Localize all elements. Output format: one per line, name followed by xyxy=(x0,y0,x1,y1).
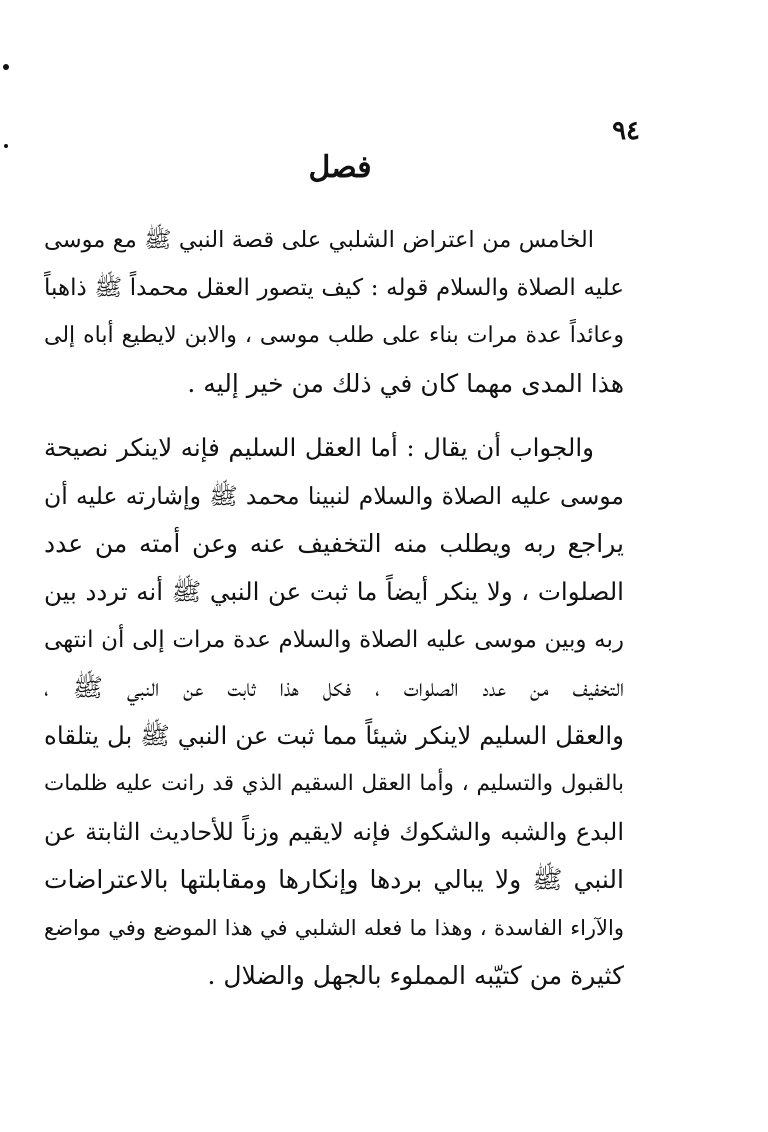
paragraph-gap xyxy=(44,408,624,424)
text-line: يراجع ربه ويطلب منه التخفيف عنه وعن أمته من عدد xyxy=(44,529,624,558)
page-number: ٩٤ xyxy=(612,116,640,146)
section-title: فصل xyxy=(308,150,372,185)
text-line: هذا المدى مهما كان في ذلك من خير إليه . xyxy=(187,369,624,398)
scan-speck xyxy=(3,64,9,70)
text-line: والآراء الفاسدة ، وهذا ما فعله الشلبي في هذا الموضع وفي مواضع xyxy=(44,916,624,940)
paragraph-2 xyxy=(44,424,624,1000)
text-line: التخفيف من عدد الصلوات ، فكل هذا ثابت عن النبي ﷺ ، xyxy=(44,673,624,702)
text-line: ربه وبين موسى عليه الصلاة والسلام عدة مرات إلى أن انتهى xyxy=(44,627,624,653)
text-line: موسى عليه الصلاة والسلام لنبينا محمد ﷺ وإشارته عليه أن xyxy=(44,482,624,510)
text-line: النبي ﷺ ولا يبالي بردها وإنكارها ومقابلتها بالاعتراضات xyxy=(44,865,624,894)
body-text xyxy=(44,216,624,1000)
text-line: والعقل السليم لاينكر شيئاً مما ثبت عن النبي ﷺ بل يتلقاه xyxy=(44,721,624,750)
text-line: الخامس من اعتراض الشلبي على قصة النبي ﷺ مع موسى xyxy=(44,227,594,253)
text-line: والجواب أن يقال : أما العقل السليم فإنه لاينكر نصيحة xyxy=(44,433,594,462)
text-line: البدع والشبه والشكوك فإنه لايقيم وزناً للأحاديث الثابتة عن xyxy=(44,818,624,846)
text-line: وعائداً عدة مرات بناء على طلب موسى ، والابن لايطيع أباه إلى xyxy=(44,323,624,348)
text-line: بالقبول والتسليم ، وأما العقل السقيم الذي قد رانت عليه ظلمات xyxy=(44,771,624,796)
text-line: كثيرة من كتيّبه المملوء بالجهل والضلال . xyxy=(207,961,624,990)
scan-speck xyxy=(4,144,8,148)
text-line: الصلوات ، ولا ينكر أيضاً ما ثبت عن النبي ﷺ أنه تردد بين xyxy=(44,577,624,606)
text-line: عليه الصلاة والسلام قوله : كيف يتصور العقل محمداً ﷺ ذاهباً xyxy=(44,275,624,301)
paragraph-1 xyxy=(44,216,624,408)
